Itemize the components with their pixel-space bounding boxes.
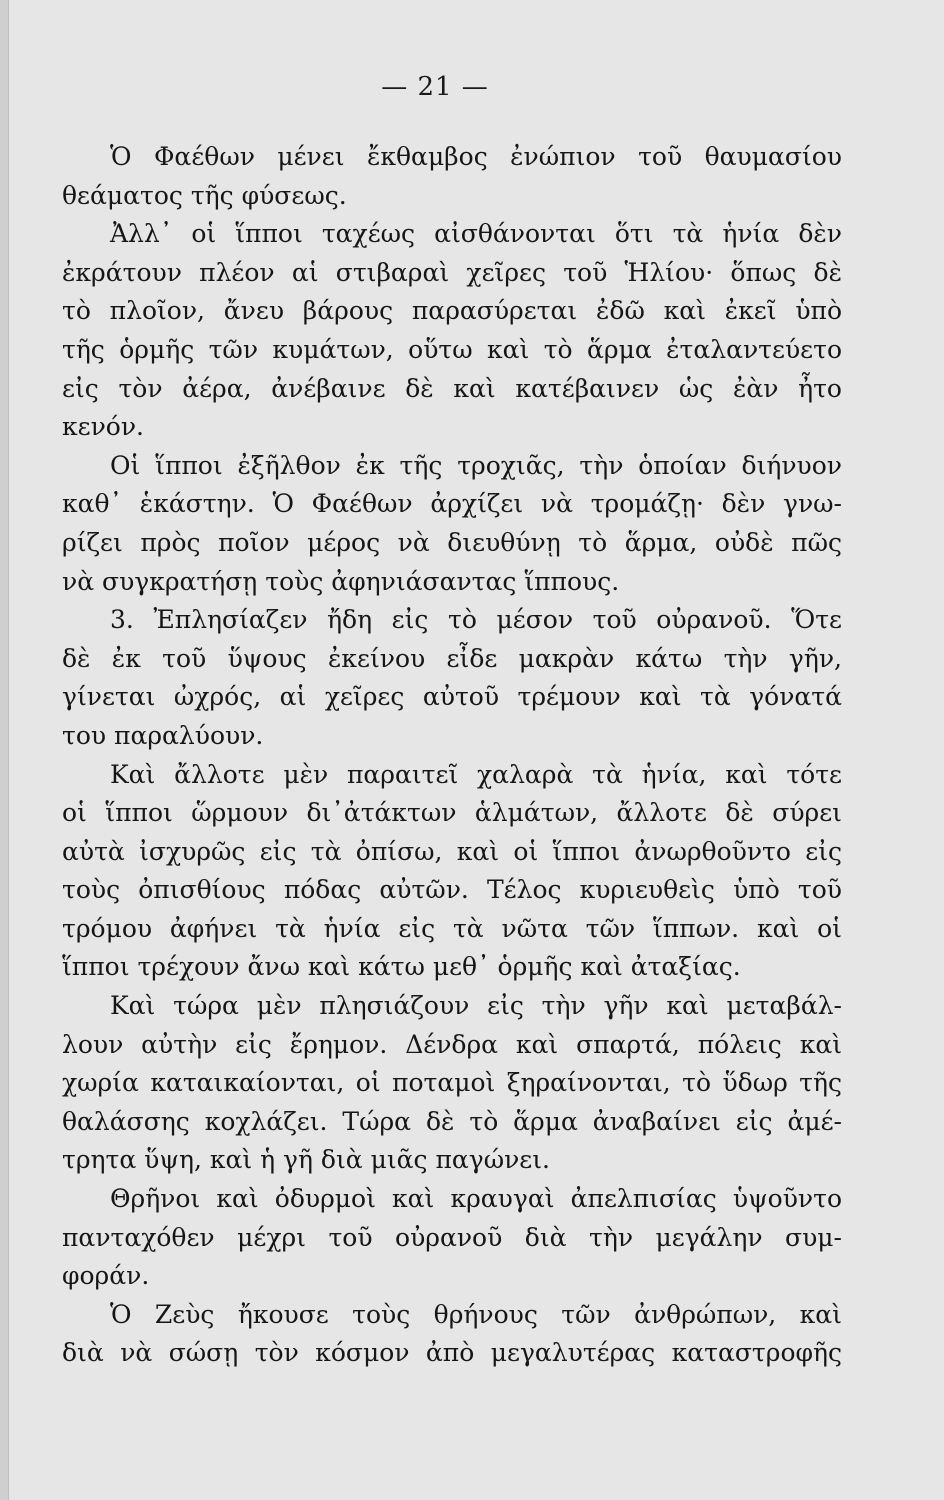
text-line: δὲ ἐκ τοῦ ὕψους ἐκείνου εἶδε μακρὰν κάτω τὴν γῆν, [62, 643, 842, 673]
text-line: θαλάσσης κοχλάζει. Τώρα δὲ τὸ ἅρμα ἀναβαίνει εἰς ἀμέ- [62, 1106, 842, 1136]
text-line: Ὁ Φαέθων μένει ἔκθαμβος ἐνώπιον τοῦ θαυμασίου [110, 142, 842, 171]
text-line: του παραλύουν. [62, 720, 264, 750]
text-line: διὰ νὰ σώσῃ τὸν κόσμον ἀπὸ μεγαλυτέρας καταστροφῆς [62, 1338, 842, 1368]
text-line: εἰς τὸν ἀέρα, ἀνέβαινε δὲ καὶ κατέβαινεν ὡς ἐὰν ἦτο [62, 373, 842, 403]
text-line: φοράν. [62, 1261, 150, 1291]
body-text [62, 138, 842, 1373]
text-line: οἱ ἵπποι ὥρμουν δι᾽ἀτάκτων ἁλμάτων, ἄλλοτε δὲ σύρει [62, 798, 842, 828]
page-number: — 21 — [381, 72, 489, 102]
text-line: Καὶ ἄλλοτε μὲν παραιτεῖ χαλαρὰ τὰ ἡνία, καὶ τότε [110, 759, 842, 789]
text-line: 3. Ἐπλησίαζεν ἤδη εἰς τὸ μέσον τοῦ οὐρανοῦ. Ὅτε [110, 605, 842, 635]
text-line: θεάματος τῆς φύσεως. [62, 180, 347, 210]
text-line: τρητα ὕψη, καὶ ἡ γῆ διὰ μιᾶς παγώνει. [62, 1145, 550, 1175]
text-line: Θρῆνοι καὶ ὀδυρμοὶ καὶ κραυγαὶ ἀπελπισίας ὑψοῦντο [110, 1184, 842, 1214]
text-line: ρίζει πρὸς ποῖον μέρος νὰ διευθύνῃ τὸ ἅρμα, οὐδὲ πῶς [62, 527, 842, 557]
text-line: τοὺς ὀπισθίους πόδας αὐτῶν. Τέλος κυριευθεὶς ὑπὸ τοῦ [62, 875, 842, 905]
text-line: τῆς ὁρμῆς τῶν κυμάτων, οὕτω καὶ τὸ ἅρμα ἐταλαντεύετο [62, 334, 842, 364]
text-line: κενόν. [62, 412, 144, 442]
text-line: πανταχόθεν μέχρι τοῦ οὐρανοῦ διὰ τὴν μεγάλην συμ- [62, 1222, 842, 1252]
text-line: τὸ πλοῖον, ἄνευ βάρους παρασύρεται ἐδῶ καὶ ἐκεῖ ὑπὸ [62, 296, 842, 326]
text-line: Καὶ τώρα μὲν πλησιάζουν εἰς τὴν γῆν καὶ μεταβάλ- [110, 991, 842, 1021]
text-line: γίνεται ὠχρός, αἱ χεῖρες αὐτοῦ τρέμουν καὶ τὰ γόνατά [62, 682, 842, 712]
text-line: Ὁ Ζεὺς ἤκουσε τοὺς θρήνους τῶν ἀνθρώπων, καὶ [110, 1299, 842, 1329]
text-line: Ἀλλ᾽ οἱ ἵπποι ταχέως αἰσθάνονται ὅτι τὰ ἡνία δὲν [110, 219, 842, 249]
text-line: χωρία καταικαίονται, οἱ ποταμοὶ ξηραίνονται, τὸ ὕδωρ τῆς [62, 1068, 842, 1098]
text-line: Οἱ ἵπποι ἐξῆλθον ἐκ τῆς τροχιᾶς, τὴν ὁποίαν διήνυον [110, 450, 842, 480]
text-line: λουν αὐτὴν εἰς ἔρημον. Δένδρα καὶ σπαρτά, πόλεις καὶ [62, 1029, 842, 1059]
text-line: τρόμου ἀφήνει τὰ ἡνία εἰς τὰ νῶτα τῶν ἵππων. καὶ οἱ [62, 913, 842, 943]
page-gutter [0, 0, 9, 1500]
text-line: ἵπποι τρέχουν ἄνω καὶ κάτω μεθ᾽ ὁρμῆς καὶ ἀταξίας. [62, 952, 741, 982]
text-line: αὐτὰ ἰσχυρῶς εἰς τὰ ὀπίσω, καὶ οἱ ἵπποι ἀνωρθοῦντο εἰς [62, 836, 842, 866]
text-line: καθ᾽ ἑκάστην. Ὁ Φαέθων ἀρχίζει νὰ τρομάζῃ· δὲν γνω- [62, 489, 842, 519]
text-line: νὰ συγκρατήσῃ τοὺς ἀφηνιάσαντας ἵππους. [62, 566, 620, 596]
text-line: ἐκράτουν πλέον αἱ στιβαραὶ χεῖρες τοῦ Ἡλίου· ὅπως δὲ [62, 257, 842, 287]
